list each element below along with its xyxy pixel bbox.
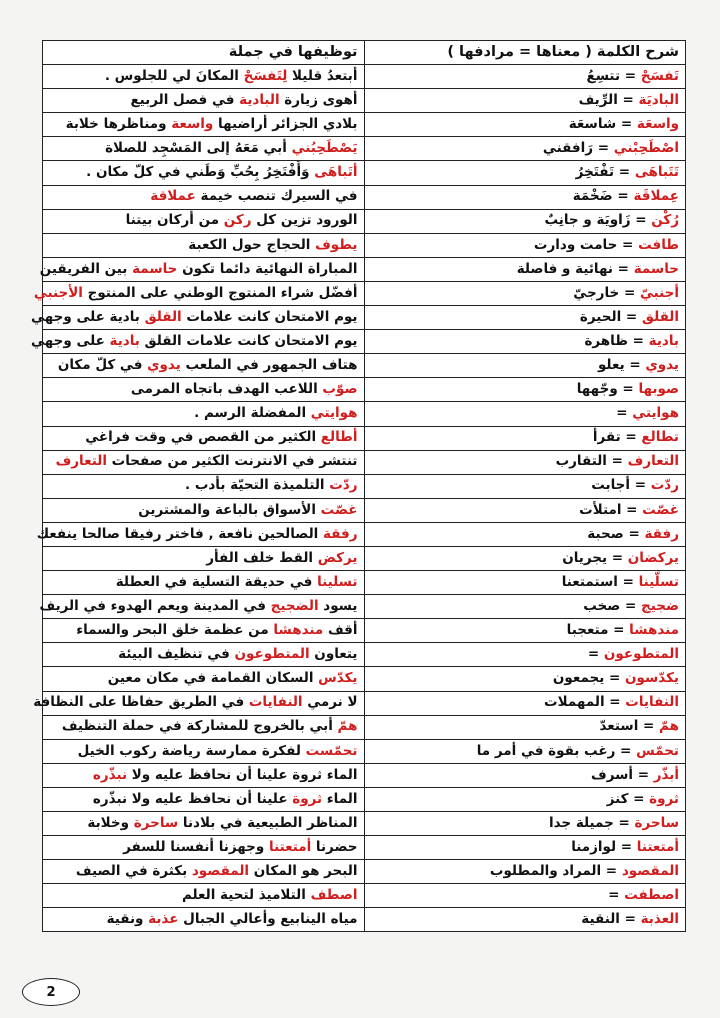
text-segment: من أركان بيتنا <box>125 212 224 229</box>
highlighted-word: اصطف <box>310 887 358 904</box>
highlighted-word: ساحرة <box>634 814 679 831</box>
text-segment: القط خلف الفأر <box>206 549 318 566</box>
text-segment: مياه الينابيع وأعالي الجبال <box>178 911 358 928</box>
text-segment: = تَفْتَخِرُ <box>575 164 635 181</box>
word-cell <box>364 378 686 402</box>
highlighted-word: أطالع <box>320 429 358 446</box>
text-segment: المباراة النهائية دائما تكون <box>177 260 358 277</box>
text-segment: لفكرة ممارسة رياضة ركوب الخيل <box>77 742 306 759</box>
sentence-cell <box>43 498 365 522</box>
highlighted-word: تَتَباهَى <box>634 164 679 181</box>
highlighted-word: يركضان <box>627 549 679 566</box>
word-cell <box>364 474 686 498</box>
highlighted-word: اصْطَحِبْني <box>613 140 679 157</box>
table-row <box>43 715 686 739</box>
text-segment: بلادي الجزائر أراضيها <box>213 116 358 133</box>
text-segment: حضرنا <box>311 838 358 855</box>
text-segment: = رَافقني <box>542 140 614 157</box>
word-cell <box>364 281 686 305</box>
sentence-cell <box>31 330 365 354</box>
text-segment: في المدينة ويعم الهدوء في الريف <box>39 597 271 614</box>
sentence-cell <box>43 402 365 426</box>
text-segment: = أسرف <box>591 766 654 783</box>
text-segment: = ضَخْمَة <box>572 188 634 205</box>
highlighted-word: بادية <box>109 332 140 349</box>
word-cell <box>364 306 686 330</box>
sentence-cell <box>43 450 365 474</box>
highlighted-word: التعارف <box>627 453 679 470</box>
highlighted-word: يركض <box>317 549 358 566</box>
text-segment: من عظمة خلق البحر والسماء <box>76 622 274 639</box>
highlighted-word: تَفسَحْ <box>640 67 679 84</box>
sentence-cell <box>43 233 365 257</box>
sentence-cell <box>43 763 365 787</box>
highlighted-word: البادية <box>239 91 280 108</box>
text-segment: = صخب <box>583 597 641 614</box>
word-cell <box>364 546 686 570</box>
highlighted-word: يطوف <box>315 236 358 253</box>
highlighted-word: النفايات <box>248 694 303 711</box>
table-row <box>43 691 686 715</box>
word-cell <box>364 884 686 908</box>
word-cell <box>364 763 686 787</box>
text-segment: = لوازمنا <box>571 838 637 855</box>
highlighted-word: الباديَة <box>638 91 679 108</box>
header-sentence-usage: توظيفها في جملة <box>43 41 365 65</box>
table-row <box>43 739 686 763</box>
sentence-cell <box>43 546 365 570</box>
highlighted-word: طافت <box>638 236 679 253</box>
table-row <box>43 619 686 643</box>
table-header-row <box>43 41 686 65</box>
highlighted-word: همّ <box>337 718 358 735</box>
word-cell <box>364 233 686 257</box>
sentence-cell <box>31 306 365 330</box>
table-row <box>43 330 686 354</box>
highlighted-word: القلق <box>144 308 182 325</box>
sentence-cell <box>43 619 365 643</box>
highlighted-word: ركن <box>223 212 252 229</box>
word-cell <box>364 498 686 522</box>
highlighted-word: يَصْطَحِبُني <box>291 140 358 157</box>
table-row <box>43 257 686 281</box>
sentence-cell <box>43 137 365 161</box>
page-number: 2 <box>46 984 56 1000</box>
highlighted-word: يكدّسون <box>625 670 679 687</box>
highlighted-word: صوبها <box>638 381 679 398</box>
word-cell <box>364 113 686 137</box>
highlighted-word: أبذّر <box>653 766 679 783</box>
highlighted-word: هوايتي <box>632 405 679 422</box>
highlighted-word: غصّت <box>320 501 358 518</box>
text-segment: = زَاويَة و جانِبٌ <box>544 212 652 229</box>
highlighted-word: غصّت <box>642 501 679 518</box>
sentence-cell <box>43 715 365 739</box>
highlighted-word: حاسمة <box>132 260 178 277</box>
text-segment: بادية على وجهي <box>31 308 145 325</box>
table-row <box>43 643 686 667</box>
text-segment: الأسواق بالباعة والمشترين <box>138 501 321 518</box>
highlighted-word: تحمّست <box>305 742 358 759</box>
text-segment: وَأَفْتَخِرُ بِحُبِّ وَطَني في كلّ مكان . <box>86 164 315 181</box>
text-segment: = أجابت <box>591 477 651 494</box>
sentence-cell <box>43 860 365 884</box>
sentence-cell <box>43 426 365 450</box>
word-cell <box>364 185 686 209</box>
text-segment: = امتلأت <box>579 501 643 518</box>
text-segment: يوم الامتحان كانت علامات <box>181 308 358 325</box>
text-segment: في فصل الربيع <box>130 91 240 108</box>
highlighted-word: تطالع <box>641 429 679 446</box>
word-cell <box>364 787 686 811</box>
highlighted-word: ساحرة <box>133 814 179 831</box>
highlighted-word: صوّب <box>322 381 358 398</box>
table-row <box>43 89 686 113</box>
table-row <box>43 354 686 378</box>
text-segment: ونقية <box>106 911 149 928</box>
highlighted-word: يدوي <box>147 357 181 374</box>
highlighted-word: لِتَفسَحْ <box>243 67 288 84</box>
sentence-cell <box>43 65 365 89</box>
text-segment: = <box>608 887 625 904</box>
highlighted-word: المتطوعون <box>603 646 679 663</box>
highlighted-word: التعارف <box>55 453 107 470</box>
table-row <box>43 763 686 787</box>
text-segment: = ظاهرة <box>584 332 649 349</box>
highlighted-word: أجنبيّ <box>639 284 679 301</box>
highlighted-word: ثروة <box>292 790 323 807</box>
text-segment: = تتسِعُ <box>586 67 641 84</box>
sentence-cell <box>43 161 365 185</box>
highlighted-word: أمتعتنا <box>269 838 312 855</box>
highlighted-word: مندهشا <box>629 622 679 639</box>
text-segment: المفضلة الرسم . <box>194 405 311 422</box>
highlighted-word: تحمّس <box>636 742 679 759</box>
table-row <box>43 595 686 619</box>
highlighted-word: أتَباهَى <box>314 164 358 181</box>
text-segment: = يجريان <box>562 549 628 566</box>
highlighted-word: رفقة <box>644 525 679 542</box>
text-segment: أبي مَعَهُ إلى المَسْجِد للصلاة <box>105 140 292 157</box>
word-cell <box>364 619 686 643</box>
text-segment: = المهملات <box>544 694 626 711</box>
highlighted-word: الضجيج <box>270 597 319 614</box>
text-segment: الماء ثروة علينا أن نحافظ عليه ولا <box>127 766 358 783</box>
text-segment: الكثير من القصص في وقت فراغي <box>85 429 321 446</box>
text-segment: في السيرك تنصب خيمة <box>195 188 358 205</box>
text-segment: = نهائية و فاصلة <box>516 260 634 277</box>
table-row <box>43 113 686 137</box>
text-segment: المكانَ لي للجلوس . <box>104 67 244 84</box>
text-segment: ومناظرها خلابة <box>65 116 172 133</box>
text-segment: على وجهي <box>31 332 110 349</box>
word-cell <box>364 691 686 715</box>
text-segment: = تقرأ <box>592 429 642 446</box>
table-row <box>43 306 686 330</box>
word-cell <box>364 595 686 619</box>
text-segment: وجهزنا أنفسنا للسفر <box>123 838 269 855</box>
text-segment: = <box>587 646 604 663</box>
text-segment: أقف <box>323 622 358 639</box>
text-segment: السكان القمامة في مكان معين <box>107 670 319 687</box>
text-segment: أهوى زيارة <box>279 91 358 108</box>
table-row <box>43 233 686 257</box>
table-row <box>43 498 686 522</box>
table-row <box>43 281 686 305</box>
text-segment: يوم الامتحان كانت علامات القلق <box>139 332 358 349</box>
text-segment: = يعلو <box>597 357 646 374</box>
sentence-cell <box>43 739 365 763</box>
text-segment: في كلّ مكان <box>57 357 148 374</box>
highlighted-word: تسلينا <box>317 573 358 590</box>
text-segment: علينا أن نحافظ عليه ولا نبذّره <box>92 790 293 807</box>
text-segment: يتعاون <box>309 646 358 663</box>
text-segment: = الحيرة <box>579 308 642 325</box>
word-cell <box>364 571 686 595</box>
text-segment: بين الفريقين <box>39 260 133 277</box>
sentence-cell <box>39 595 365 619</box>
text-segment: المناظر الطبيعية في بلادنا <box>178 814 358 831</box>
text-segment: وخلابة <box>87 814 134 831</box>
sentence-cell <box>43 812 365 836</box>
table-row <box>43 185 686 209</box>
table-row <box>43 450 686 474</box>
table-row <box>43 209 686 233</box>
sentence-cell <box>43 89 365 113</box>
highlighted-word: المقصود <box>191 862 250 879</box>
highlighted-word: رفقة <box>322 525 358 542</box>
word-cell <box>364 860 686 884</box>
highlighted-word: أمتعتنا <box>636 838 679 855</box>
sentence-cell <box>43 354 365 378</box>
word-cell <box>364 89 686 113</box>
sentence-cell <box>43 787 365 811</box>
word-cell <box>364 667 686 691</box>
text-segment: الحجاج حول الكعبة <box>188 236 316 253</box>
text-segment: هتاف الجمهور في الملعب <box>180 357 358 374</box>
table-row <box>43 860 686 884</box>
text-segment: اللاعب الهدف باتجاه المرمى <box>130 381 323 398</box>
word-cell <box>364 426 686 450</box>
text-segment: الماء <box>322 790 358 807</box>
highlighted-word: رُكْن <box>651 212 679 229</box>
highlighted-word: المقصود <box>621 862 679 879</box>
text-segment: لا نرمي <box>302 694 358 711</box>
highlighted-word: واسعة <box>171 116 214 133</box>
word-cell <box>364 739 686 763</box>
sentence-cell <box>43 185 365 209</box>
highlighted-word: بادية <box>648 332 679 349</box>
text-segment: = المراد والمطلوب <box>489 862 622 879</box>
vocabulary-table <box>31 40 686 932</box>
word-cell <box>364 836 686 860</box>
highlighted-word: ردّت <box>650 477 679 494</box>
text-segment: = كنز <box>606 790 650 807</box>
highlighted-word: واسعَة <box>636 116 679 133</box>
sentence-cell <box>43 884 365 908</box>
highlighted-word: تسلّينا <box>638 573 679 590</box>
word-cell <box>364 354 686 378</box>
highlighted-word: يكدّس <box>318 670 358 687</box>
text-segment: أبي بالخروج للمشاركة في حملة التنظيف <box>61 718 338 735</box>
text-segment: في تنظيف البيئة <box>118 646 235 663</box>
highlighted-word: عذبة <box>148 911 179 928</box>
word-cell <box>364 161 686 185</box>
text-segment: التلميذة التحيّة بأدب . <box>184 477 330 494</box>
table-row <box>43 474 686 498</box>
text-segment: = التقارب <box>555 453 628 470</box>
text-segment: = يجمعون <box>552 670 626 687</box>
table-row <box>43 65 686 89</box>
table-row <box>43 137 686 161</box>
table-row <box>43 571 686 595</box>
header-word-meaning: شرح الكلمة ( معناها = مرادفها ) <box>364 41 686 65</box>
table-row <box>43 522 686 546</box>
text-segment: = شاسعَة <box>568 116 637 133</box>
table-row <box>43 908 686 932</box>
sentence-cell <box>43 474 365 498</box>
sentence-cell <box>33 281 365 305</box>
table-row <box>43 546 686 570</box>
sentence-cell <box>43 113 365 137</box>
word-cell <box>364 330 686 354</box>
text-segment: تنتشر في الانترنت الكثير من صفحات <box>106 453 358 470</box>
text-segment: التلاميذ لتحية العلم <box>181 887 311 904</box>
highlighted-word: ضجيج <box>640 597 679 614</box>
text-segment: = جميلة جدا <box>548 814 635 831</box>
highlighted-word: يدوي <box>645 357 679 374</box>
table-row <box>43 161 686 185</box>
highlighted-word: نبذّره <box>92 766 128 783</box>
text-segment: في الطريق حفاظا على النظافة <box>33 694 249 711</box>
highlighted-word: الأجنبي <box>33 284 83 301</box>
sentence-cell <box>43 667 365 691</box>
highlighted-word: القلق <box>641 308 679 325</box>
highlighted-word: النفايات <box>625 694 679 711</box>
sentence-cell <box>33 691 365 715</box>
text-segment: بكثرة في الصيف <box>75 862 192 879</box>
text-segment: أفضّل شراء المنتوج الوطني على المنتوج <box>82 284 358 301</box>
word-cell <box>364 450 686 474</box>
text-segment: = متعجبا <box>566 622 630 639</box>
sentence-cell <box>39 257 365 281</box>
table-row <box>43 402 686 426</box>
sentence-cell <box>43 836 365 860</box>
text-segment: في حديقة التسلية في العطلة <box>115 573 318 590</box>
highlighted-word: مندهشا <box>273 622 324 639</box>
page-number-badge <box>22 978 80 1006</box>
word-cell <box>364 257 686 281</box>
sentence-cell <box>43 571 365 595</box>
text-segment: = رغب بقوة في أمر ما <box>476 742 637 759</box>
text-segment: = استمتعنا <box>561 573 639 590</box>
sentence-cell <box>43 908 365 932</box>
highlighted-word: هوايتي <box>310 405 358 422</box>
text-segment: = الرِّيف <box>578 91 639 108</box>
sentence-cell <box>43 378 365 402</box>
highlighted-word: ثروة <box>649 790 679 807</box>
text-segment: = وجّهها <box>576 381 639 398</box>
highlighted-word: همّ <box>659 718 679 735</box>
text-segment: الورود تزين كل <box>251 212 358 229</box>
text-segment: يسود <box>318 597 358 614</box>
table-row <box>43 884 686 908</box>
text-segment: الصالحين نافعة , فاختر رفيقا صالحا ينفعك <box>36 525 323 542</box>
word-cell <box>364 715 686 739</box>
text-segment: = صحبة <box>587 525 645 542</box>
word-cell <box>364 812 686 836</box>
sentence-cell <box>43 643 365 667</box>
table-body <box>31 65 686 932</box>
table-row <box>43 667 686 691</box>
word-cell <box>364 209 686 233</box>
word-cell <box>364 908 686 932</box>
table-row <box>43 787 686 811</box>
text-segment: = استعدّ <box>599 718 660 735</box>
table-row <box>43 812 686 836</box>
sentence-cell <box>36 522 365 546</box>
word-cell <box>364 522 686 546</box>
highlighted-word: عِملاقَة <box>633 188 679 205</box>
text-segment: البحر هو المكان <box>249 862 358 879</box>
text-segment: = النقية <box>581 911 641 928</box>
highlighted-word: اصطفت <box>624 887 679 904</box>
text-segment: = حامت ودارت <box>533 236 639 253</box>
highlighted-word: ردّت <box>329 477 358 494</box>
text-segment: أبتعدُ قليلا <box>287 67 358 84</box>
highlighted-word: العذبة <box>640 911 679 928</box>
word-cell <box>364 643 686 667</box>
table-row <box>43 836 686 860</box>
table-row <box>43 378 686 402</box>
sentence-cell <box>43 209 365 233</box>
text-segment: = خارجيّ <box>573 284 640 301</box>
text-segment: = <box>616 405 633 422</box>
highlighted-word: المتطوعون <box>234 646 310 663</box>
highlighted-word: حاسمة <box>633 260 679 277</box>
word-cell <box>364 137 686 161</box>
highlighted-word: عملاقة <box>150 188 196 205</box>
word-cell <box>364 65 686 89</box>
word-cell <box>364 402 686 426</box>
table-row <box>43 426 686 450</box>
